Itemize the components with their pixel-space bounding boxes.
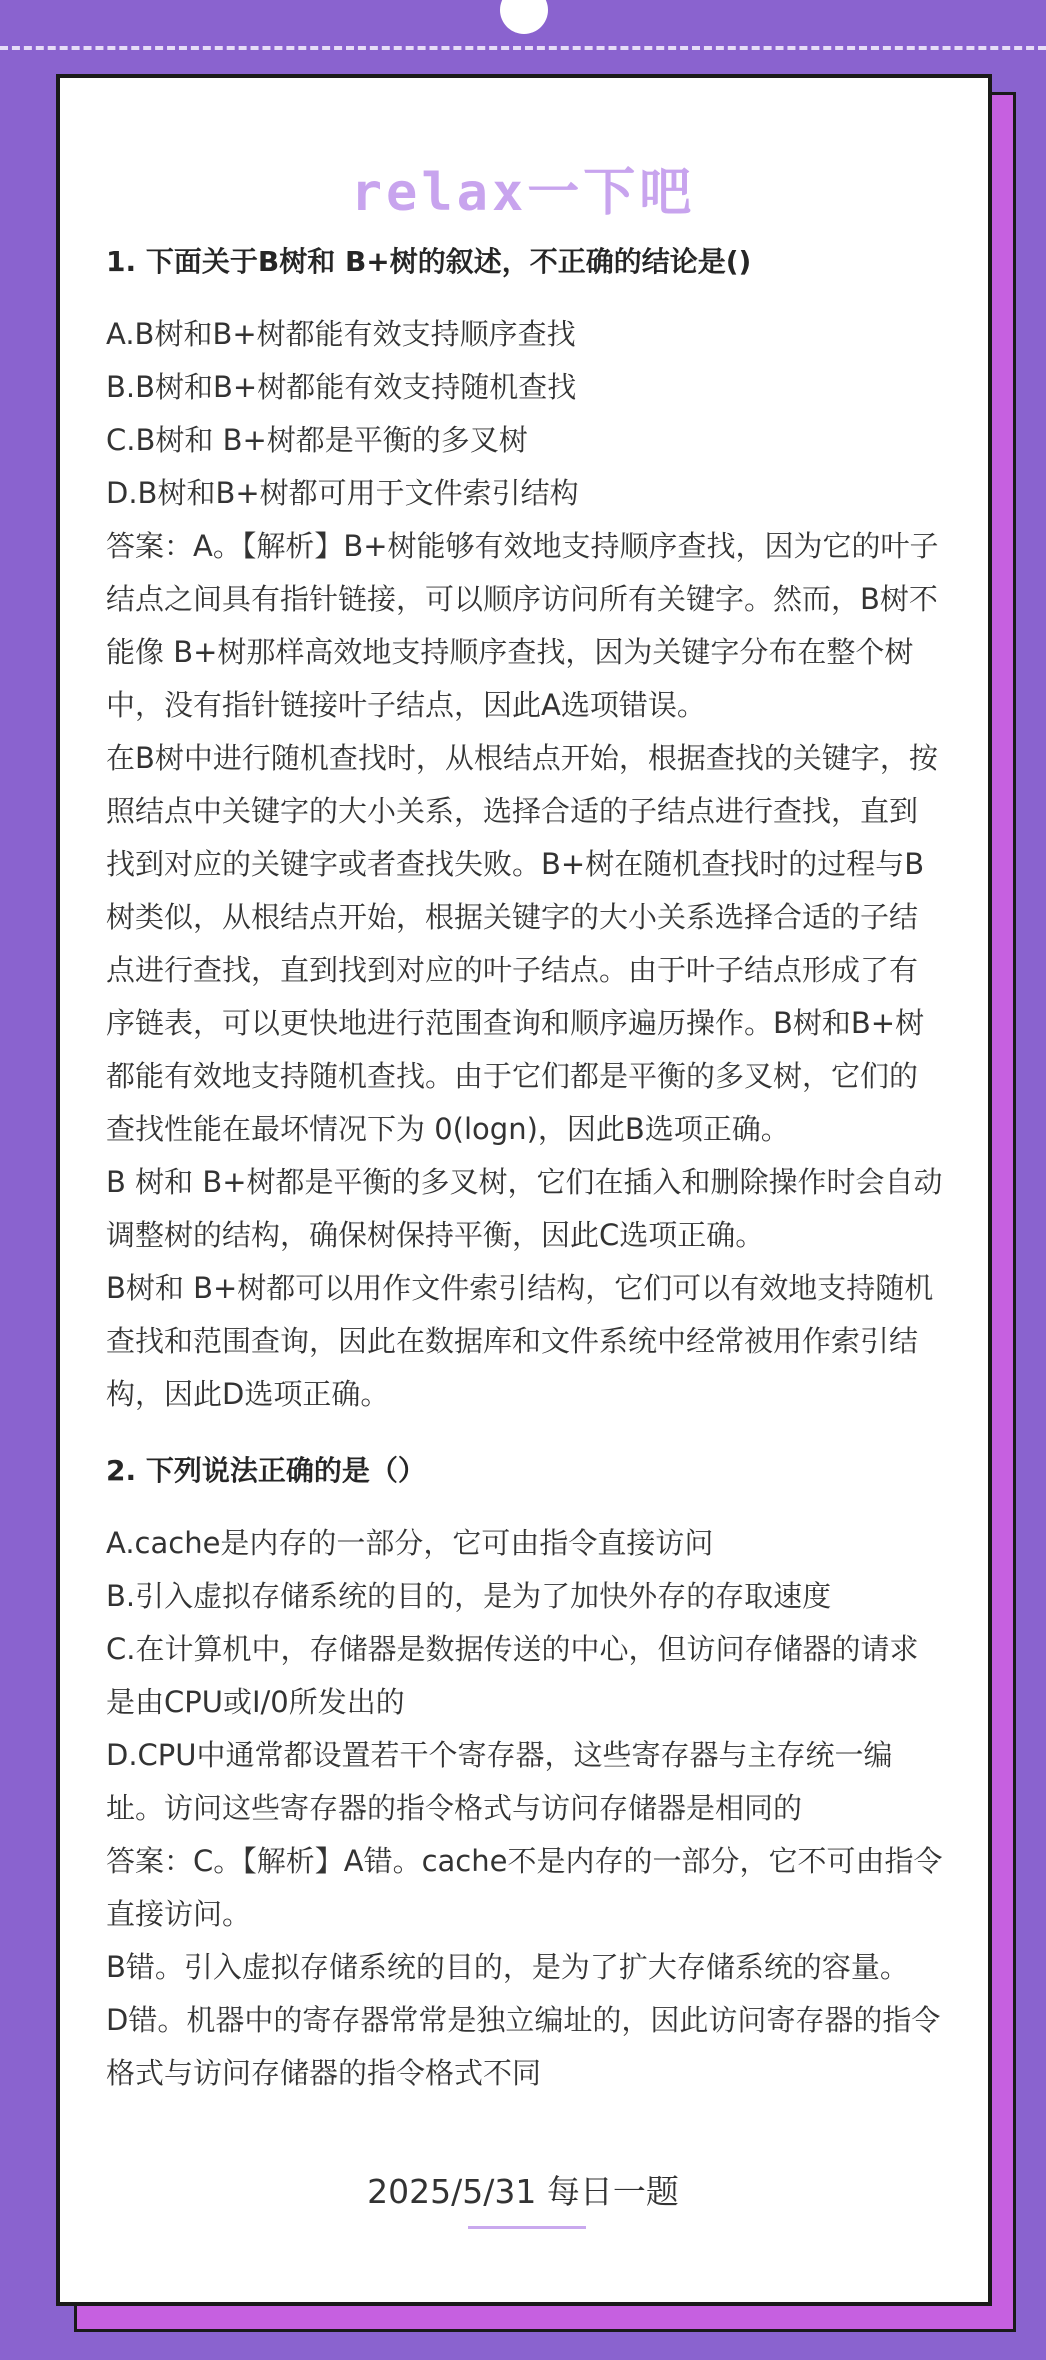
question-2-title: 2. 下列说法正确的是（）	[106, 1454, 426, 1487]
question-2	[106, 1447, 946, 2100]
question-1	[106, 238, 946, 1421]
q2-explanation-d: D错。机器中的寄存器常常是独立编址的，因此访问寄存器的指令格式与访问存储器的指令格式不同	[106, 2003, 941, 2090]
q1-option-a: A.B树和B+树都能有效支持顺序查找	[106, 317, 576, 351]
q1-answer: 答案：A。【解析】B+树能够有效地支持顺序查找，因为它的叶子结点之间具有指针链接，可以顺序访问所有关键字。然而，B树不能像 B+树那样高效地支持顺序查找，因为关键字分布在整个树中，没有指针链接叶子结点，因此A选项错误。	[106, 529, 939, 722]
question-1-title: 1. 下面关于B树和 B+树的叙述，不正确的结论是()	[106, 245, 752, 278]
q1-explanation-c: B 树和 B+树都是平衡的多叉树，它们在插入和删除操作时会自动调整树的结构，确保树保持平衡，因此C选项正确。	[106, 1165, 943, 1252]
q1-option-b: B.B树和B+树都能有效支持随机查找	[106, 370, 577, 404]
q1-explanation-b: 在B树中进行随机查找时，从根结点开始，根据查找的关键字，按照结点中关键字的大小关系，选择合适的子结点进行查找，直到找到对应的关键字或者查找失败。B+树在随机查找时的过程与B树类似，从根结点开始，根据关键字的大小关系选择合适的子结点进行查找，直到找到对应的叶子结点。由于叶子结点形成了有序链表，可以更快地进行范围查询和顺序遍历操作。B树和B+树都能有效地支持随机查找。由于它们都是平衡的多叉树，它们的查找性能在最坏情况下为 0(logn)，因此B选项正确。	[106, 741, 938, 1146]
card-content	[106, 238, 946, 2100]
q2-option-c: C.在计算机中，存储器是数据传送的中心，但访问存储器的请求是由CPU或I/0所发出的	[106, 1632, 919, 1719]
q1-explanation-d: B树和 B+树都可以用作文件索引结构，它们可以有效地支持随机查找和范围查询，因此在数据库和文件系统中经常被用作索引结构，因此D选项正确。	[106, 1271, 934, 1411]
binder-hole	[500, 0, 548, 34]
dashed-divider	[0, 46, 1046, 50]
q2-option-b: B.引入虚拟存储系统的目的，是为了加快外存的存取速度	[106, 1579, 832, 1613]
q2-explanation-b: B错。引入虚拟存储系统的目的，是为了扩大存储系统的容量。	[106, 1950, 909, 1984]
footer-underline	[468, 2226, 586, 2229]
page-title: relax一下吧	[350, 163, 696, 223]
q2-option-d: D.CPU中通常都设置若干个寄存器，这些寄存器与主存统一编址。访问这些寄存器的指令格式与访问存储器是相同的	[106, 1738, 893, 1825]
footer-date: 2025/5/31 每日一题	[367, 2172, 679, 2211]
q2-option-a: A.cache是内存的一部分，它可由指令直接访问	[106, 1526, 714, 1560]
q1-option-d: D.B树和B+树都可用于文件索引结构	[106, 476, 579, 510]
q1-option-c: C.B树和 B+树都是平衡的多叉树	[106, 423, 528, 457]
q2-answer: 答案：C。【解析】A错。cache不是内存的一部分，它不可由指令直接访问。	[106, 1844, 943, 1931]
